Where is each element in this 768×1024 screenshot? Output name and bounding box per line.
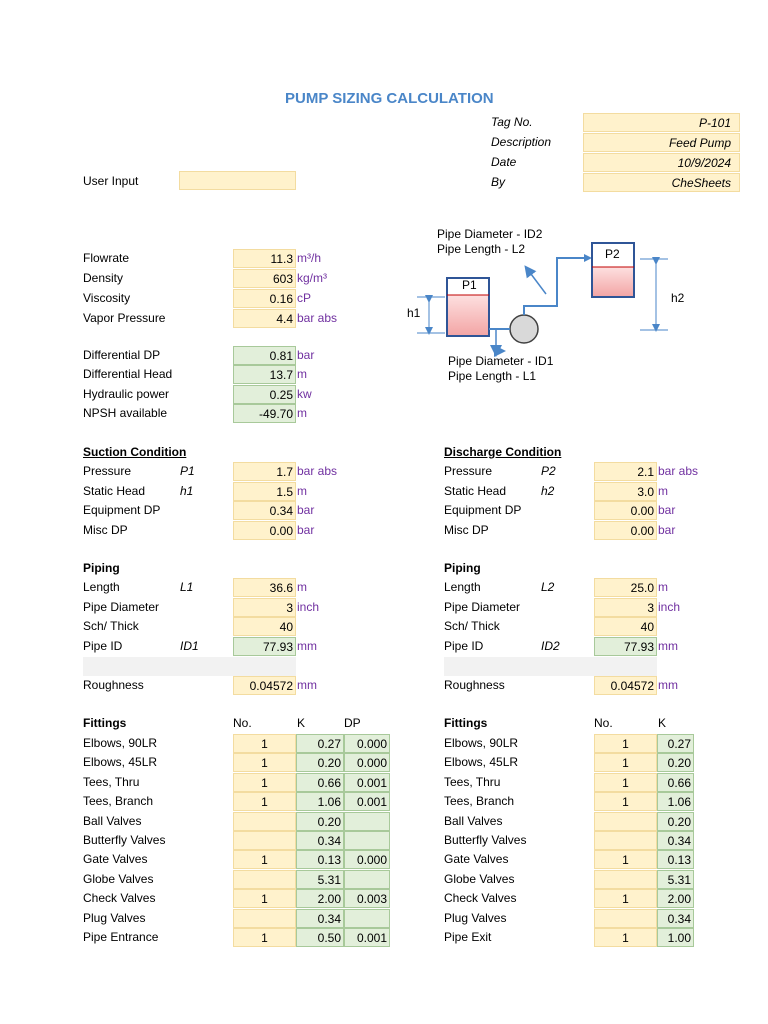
suction-row-label: Static Head — [83, 483, 146, 498]
discharge-fitting-k: 1.00 — [657, 928, 694, 947]
suction-row-unit: bar — [297, 522, 315, 537]
discharge-heading: Discharge Condition — [444, 445, 562, 459]
discharge-row-label: Misc DP — [444, 522, 489, 537]
discharge-roughness-unit: mm — [658, 678, 678, 692]
suction-fitting-label: Tees, Thru — [83, 774, 140, 789]
header-label: By — [491, 175, 506, 189]
discharge-fitting-count-field[interactable] — [594, 831, 657, 850]
suction-piping-value-field[interactable]: 40 — [233, 617, 296, 636]
discharge-row-value-field[interactable]: 0.00 — [594, 501, 657, 520]
suction-fitting-count-field[interactable]: 1 — [233, 928, 296, 947]
discharge-row-unit: bar — [658, 503, 676, 517]
discharge-fitting-k: 0.13 — [657, 850, 694, 869]
discharge-piping-value-field[interactable]: 3 — [594, 598, 657, 617]
result-unit: bar — [297, 348, 315, 362]
discharge-fitting-k: 2.00 — [657, 889, 694, 908]
suction-roughness-label: Roughness — [83, 678, 144, 692]
result-value: 13.7 — [233, 365, 296, 384]
suction-fitting-dp: 0.000 — [344, 850, 390, 869]
suction-piping-unit: mm — [297, 638, 317, 653]
discharge-row-label: Pressure — [444, 464, 493, 478]
discharge-fitting-label: Tees, Thru — [444, 774, 501, 789]
discharge-fitting-count-field[interactable]: 1 — [594, 753, 657, 772]
suction-piping-label: Length — [83, 580, 120, 594]
discharge-fitting-count-field[interactable]: 1 — [594, 850, 657, 869]
suction-row-unit: bar — [297, 503, 315, 517]
result-unit: m — [297, 405, 307, 420]
suction-fitting-k: 5.31 — [296, 870, 344, 889]
diagram-id1-label: Pipe Diameter - ID1 — [448, 354, 554, 368]
discharge-fitting-k: 0.34 — [657, 831, 694, 850]
suction-fitting-dp: 0.000 — [344, 753, 390, 772]
discharge-fittings-heading: Fittings — [444, 716, 488, 730]
suction-row-unit: m — [297, 483, 307, 498]
discharge-col-no: No. — [594, 716, 613, 730]
discharge-fitting-count-field[interactable]: 1 — [594, 734, 657, 753]
tank-p1-label: P1 — [462, 278, 477, 292]
suction-col-dp: DP — [344, 716, 361, 730]
discharge-fitting-k: 0.34 — [657, 909, 694, 928]
suction-fitting-count-field[interactable]: 1 — [233, 792, 296, 811]
discharge-row-symbol: P2 — [541, 464, 556, 478]
suction-row-symbol: P1 — [180, 464, 195, 478]
suction-fitting-dp — [344, 812, 390, 831]
process-value-field[interactable]: 603 — [233, 269, 296, 288]
suction-fitting-count-field[interactable] — [233, 909, 296, 928]
suction-row-unit: bar abs — [297, 464, 338, 478]
diagram-id2-label: Pipe Diameter - ID2 — [437, 227, 543, 241]
process-unit: bar abs — [297, 311, 338, 325]
discharge-spacer-row — [444, 657, 657, 676]
suction-fitting-k: 0.50 — [296, 928, 344, 947]
suction-row-label: Pressure — [83, 464, 132, 478]
discharge-fitting-count-field[interactable]: 1 — [594, 792, 657, 811]
header-label: Description — [491, 135, 552, 149]
discharge-piping-label: Pipe Diameter — [444, 599, 521, 614]
suction-fitting-k: 0.34 — [296, 909, 344, 928]
suction-piping-label: Pipe ID — [83, 638, 123, 653]
suction-fitting-count-field[interactable] — [233, 812, 296, 831]
discharge-fitting-count-field[interactable]: 1 — [594, 928, 657, 947]
diagram-l1-label: Pipe Length - L1 — [448, 369, 537, 383]
discharge-piping-unit: inch — [658, 599, 681, 614]
discharge-fitting-k: 0.27 — [657, 734, 694, 753]
suction-col-no: No. — [233, 716, 252, 730]
suction-fitting-label: Butterfly Valves — [83, 833, 166, 847]
header-value-field[interactable]: Feed Pump — [583, 133, 740, 152]
process-label: Viscosity — [83, 291, 131, 305]
suction-fitting-dp — [344, 909, 390, 928]
discharge-col-k: K — [658, 716, 667, 730]
suction-fitting-label: Pipe Entrance — [83, 930, 159, 944]
suction-row-label: Equipment DP — [83, 503, 161, 517]
h1-label: h1 — [407, 306, 421, 320]
discharge-fitting-k: 1.06 — [657, 792, 694, 811]
suction-fitting-k: 2.00 — [296, 889, 344, 908]
discharge-piping-unit: mm — [658, 638, 678, 653]
suction-fitting-count-field[interactable]: 1 — [233, 850, 296, 869]
suction-fitting-label: Globe Valves — [83, 871, 154, 886]
suction-fitting-label: Check Valves — [83, 891, 156, 906]
diagram-l2-label: Pipe Length - L2 — [437, 242, 526, 256]
discharge-roughness-label: Roughness — [444, 678, 505, 692]
suction-fitting-k: 1.06 — [296, 792, 344, 811]
header-value-field[interactable]: P-101 — [583, 113, 740, 132]
suction-row-symbol: h1 — [180, 483, 194, 498]
suction-fitting-label: Gate Valves — [83, 852, 148, 867]
pump-icon — [489, 254, 592, 351]
suction-fitting-count-field[interactable]: 1 — [233, 889, 296, 908]
discharge-row-label: Equipment DP — [444, 503, 522, 517]
suction-piping-symbol: ID1 — [180, 638, 199, 653]
process-value-field[interactable]: 11.3 — [233, 249, 296, 268]
suction-fitting-k: 0.20 — [296, 812, 344, 831]
discharge-fitting-k: 0.20 — [657, 812, 694, 831]
discharge-row-unit: bar — [658, 522, 676, 537]
suction-piping-heading: Piping — [83, 561, 120, 575]
discharge-fitting-label: Pipe Exit — [444, 930, 492, 944]
suction-fitting-dp — [344, 870, 390, 889]
header-label: Date — [491, 155, 517, 169]
suction-fitting-count-field[interactable]: 1 — [233, 753, 296, 772]
discharge-fitting-count-field[interactable]: 1 — [594, 889, 657, 908]
discharge-piping-label: Pipe ID — [444, 638, 484, 653]
discharge-piping-value: 77.93 — [594, 637, 657, 656]
suction-fitting-dp: 0.001 — [344, 928, 390, 947]
discharge-fitting-count-field[interactable] — [594, 909, 657, 928]
suction-fitting-label: Plug Valves — [83, 910, 146, 925]
tank-p2 — [592, 243, 634, 297]
discharge-row-value-field[interactable]: 2.1 — [594, 462, 657, 481]
discharge-fitting-k: 5.31 — [657, 870, 694, 889]
result-unit: kw — [297, 386, 312, 401]
suction-piping-label: Sch/ Thick — [83, 619, 139, 633]
result-label: Hydraulic power — [83, 386, 170, 401]
suction-fitting-count-field[interactable]: 1 — [233, 734, 296, 753]
suction-piping-label: Pipe Diameter — [83, 599, 160, 614]
discharge-piping-value-field[interactable]: 25.0 — [594, 578, 657, 597]
discharge-piping-heading: Piping — [444, 561, 481, 575]
discharge-piping-label: Sch/ Thick — [444, 619, 500, 633]
suction-piping-unit: m — [297, 580, 307, 594]
pump-diagram — [400, 222, 700, 392]
suction-fitting-dp — [344, 831, 390, 850]
suction-fitting-count-field[interactable] — [233, 870, 296, 889]
discharge-fitting-label: Globe Valves — [444, 871, 515, 886]
tank-p1 — [447, 278, 489, 336]
suction-fitting-k: 0.20 — [296, 753, 344, 772]
suction-fitting-k: 0.27 — [296, 734, 344, 753]
process-label: Flowrate — [83, 251, 130, 265]
suction-row-value-field[interactable]: 0.00 — [233, 521, 296, 540]
header-value-field[interactable]: 10/9/2024 — [583, 153, 740, 172]
suction-fitting-count-field[interactable]: 1 — [233, 773, 296, 792]
discharge-fitting-count-field[interactable] — [594, 812, 657, 831]
result-value: 0.81 — [233, 346, 296, 365]
discharge-row-label: Static Head — [444, 483, 507, 498]
discharge-row-value-field[interactable]: 3.0 — [594, 482, 657, 501]
suction-fitting-label: Elbows, 45LR — [83, 755, 158, 770]
result-label: Differential Head — [83, 367, 173, 382]
discharge-fitting-label: Check Valves — [444, 891, 517, 906]
user-input-legend-label: User Input — [83, 174, 139, 188]
process-unit: kg/m³ — [297, 271, 327, 285]
discharge-fitting-label: Elbows, 45LR — [444, 755, 519, 770]
result-label: NPSH available — [83, 405, 168, 420]
discharge-roughness-field[interactable]: 0.04572 — [594, 676, 657, 695]
suction-fitting-label: Tees, Branch — [83, 794, 154, 809]
process-label: Density — [83, 271, 124, 285]
suction-fitting-label: Ball Valves — [83, 813, 142, 828]
suction-roughness-unit: mm — [297, 678, 317, 692]
discharge-piping-unit: m — [658, 580, 668, 594]
suction-fittings-heading: Fittings — [83, 716, 127, 730]
discharge-piping-symbol: ID2 — [541, 638, 560, 653]
suction-piping-value-field[interactable]: 36.6 — [233, 578, 296, 597]
discharge-fitting-count-field[interactable] — [594, 870, 657, 889]
suction-col-k: K — [297, 716, 306, 730]
suction-fitting-count-field[interactable] — [233, 831, 296, 850]
suction-fitting-dp: 0.003 — [344, 889, 390, 908]
suction-row-value-field[interactable]: 1.5 — [233, 482, 296, 501]
process-value-field[interactable]: 0.16 — [233, 289, 296, 308]
discharge-row-symbol: h2 — [541, 483, 555, 498]
h1-dimension — [407, 297, 445, 333]
discharge-fitting-k: 0.20 — [657, 753, 694, 772]
discharge-fitting-label: Tees, Branch — [444, 794, 515, 809]
header-label: Tag No. — [491, 115, 533, 129]
suction-piping-value: 77.93 — [233, 637, 296, 656]
h2-label: h2 — [671, 291, 685, 305]
discharge-fitting-label: Elbows, 90LR — [444, 736, 519, 750]
discharge-fitting-label: Gate Valves — [444, 852, 509, 867]
discharge-fitting-count-field[interactable]: 1 — [594, 773, 657, 792]
suction-fitting-k: 0.13 — [296, 850, 344, 869]
result-label: Differential DP — [83, 348, 161, 362]
h2-dimension — [640, 259, 685, 330]
result-value: -49.70 — [233, 404, 296, 423]
suction-row-label: Misc DP — [83, 522, 128, 537]
discharge-row-unit: bar abs — [658, 464, 699, 478]
suction-spacer-row — [83, 657, 296, 676]
tank-p2-label: P2 — [605, 247, 620, 261]
user-input-legend-swatch — [179, 171, 296, 190]
process-label: Vapor Pressure — [83, 311, 166, 325]
suction-fitting-k: 0.66 — [296, 773, 344, 792]
discharge-row-value-field[interactable]: 0.00 — [594, 521, 657, 540]
process-value-field[interactable]: 4.4 — [233, 309, 296, 328]
discharge-piping-label: Length — [444, 580, 481, 594]
discharge-row-unit: m — [658, 483, 668, 498]
suction-piping-value-field[interactable]: 3 — [233, 598, 296, 617]
result-unit: m — [297, 367, 307, 382]
discharge-fitting-label: Butterfly Valves — [444, 833, 527, 847]
suction-fitting-dp: 0.001 — [344, 773, 390, 792]
discharge-piping-symbol: L2 — [541, 580, 555, 594]
suction-fitting-dp: 0.000 — [344, 734, 390, 753]
discharge-fitting-k: 0.66 — [657, 773, 694, 792]
discharge-piping-value-field[interactable]: 40 — [594, 617, 657, 636]
discharge-fitting-label: Ball Valves — [444, 813, 503, 828]
suction-row-value-field[interactable]: 1.7 — [233, 462, 296, 481]
suction-fitting-dp: 0.001 — [344, 792, 390, 811]
suction-row-value-field[interactable]: 0.34 — [233, 501, 296, 520]
page-title: PUMP SIZING CALCULATION — [285, 90, 494, 107]
suction-heading: Suction Condition — [83, 445, 187, 459]
suction-fitting-label: Elbows, 90LR — [83, 736, 158, 750]
header-value-field[interactable]: CheSheets — [583, 173, 740, 192]
discharge-fitting-label: Plug Valves — [444, 910, 507, 925]
result-value: 0.25 — [233, 385, 296, 404]
suction-roughness-field[interactable]: 0.04572 — [233, 676, 296, 695]
suction-fitting-k: 0.34 — [296, 831, 344, 850]
suction-piping-symbol: L1 — [180, 580, 194, 594]
suction-piping-unit: inch — [297, 599, 320, 614]
process-unit: m³/h — [297, 251, 321, 265]
process-unit: cP — [297, 291, 312, 305]
